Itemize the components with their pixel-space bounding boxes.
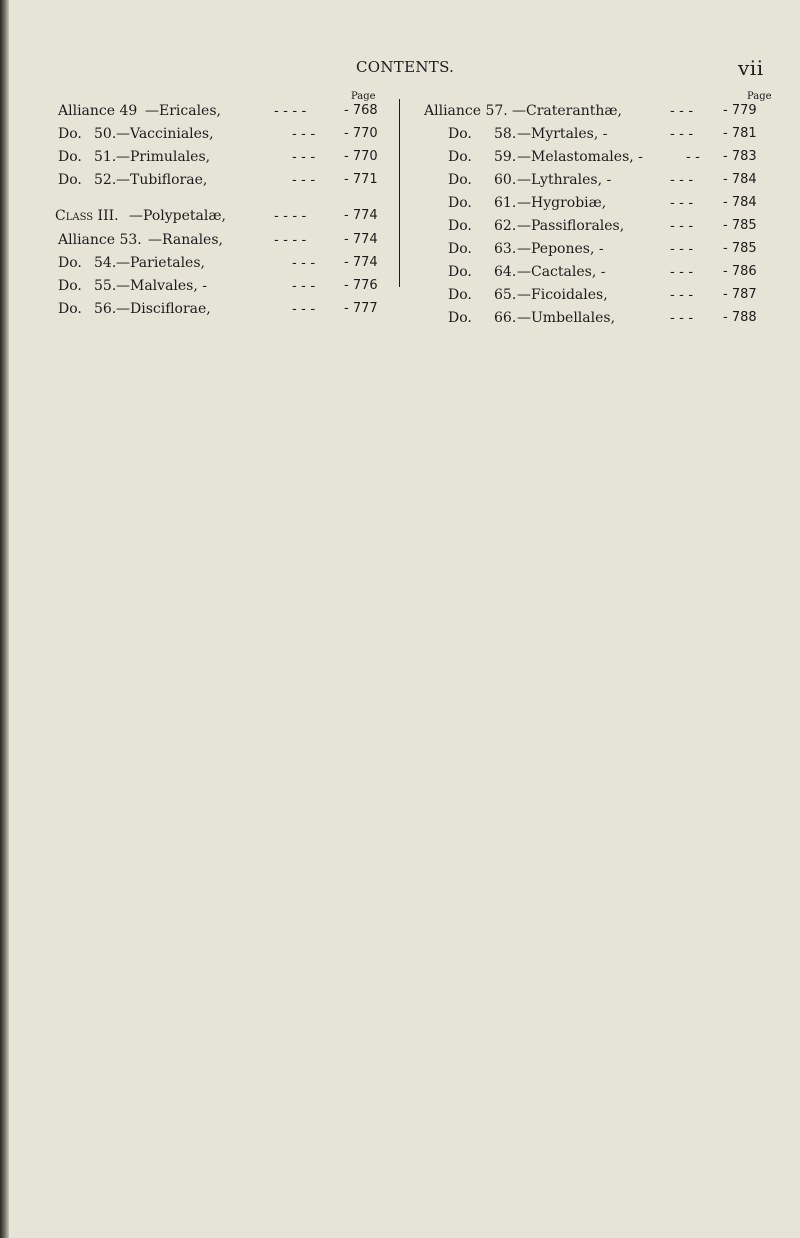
page-column-heading: Page bbox=[351, 91, 376, 102]
contents-entry bbox=[424, 126, 772, 146]
entry-page: - 779 bbox=[723, 103, 757, 118]
entry-label: Do. bbox=[58, 255, 82, 271]
entry-page: - 771 bbox=[344, 172, 378, 187]
entry-label: Do. bbox=[58, 301, 82, 317]
entry-number: 56. bbox=[94, 301, 117, 317]
dot-leader: - - - bbox=[292, 172, 316, 188]
entry-title: —Ficoidales, bbox=[517, 287, 608, 303]
contents-entry bbox=[424, 172, 772, 192]
entry-page: - 784 bbox=[723, 172, 757, 187]
entry-number: 61. bbox=[494, 195, 517, 211]
entry-title: —Malvales, - bbox=[116, 278, 207, 294]
dot-leader: - - - bbox=[292, 149, 316, 165]
entry-page: - 785 bbox=[723, 241, 757, 256]
entry-number: 52. bbox=[94, 172, 117, 188]
entry-page: - 786 bbox=[723, 264, 757, 279]
running-title: CONTENTS. bbox=[356, 58, 455, 76]
dot-leader: - - bbox=[686, 149, 700, 165]
entry-title: —Pepones, - bbox=[517, 241, 604, 257]
entry-title: —Passiflorales, bbox=[517, 218, 625, 234]
entry-label: Do. bbox=[448, 264, 472, 280]
dot-leader: - - - bbox=[670, 195, 694, 211]
contents-entry bbox=[58, 255, 393, 275]
dot-leader: - - - bbox=[670, 218, 694, 234]
entry-title: —Primulales, bbox=[116, 149, 211, 165]
entry-number: 63. bbox=[494, 241, 517, 257]
contents-entry bbox=[424, 195, 772, 215]
entry-title: —Melastomales, - bbox=[517, 149, 643, 165]
dot-leader: - - - bbox=[292, 255, 316, 271]
page-binding-edge bbox=[0, 0, 9, 1238]
dot-leader: - - - bbox=[670, 126, 694, 142]
entry-number: 50. bbox=[94, 126, 117, 142]
contents-entry bbox=[58, 126, 393, 146]
dot-leader: - - - - bbox=[274, 208, 307, 224]
page-header bbox=[0, 56, 800, 80]
contents-entry bbox=[55, 208, 393, 228]
contents-entry bbox=[424, 287, 772, 307]
entry-title: —Ranales, bbox=[148, 232, 223, 248]
contents-entry bbox=[424, 241, 772, 261]
contents-entry bbox=[58, 232, 393, 252]
contents-entry bbox=[424, 264, 772, 284]
page-number: vii bbox=[738, 56, 764, 80]
entry-title: —Tubiflorae, bbox=[116, 172, 208, 188]
entry-label: Do. bbox=[448, 310, 472, 326]
entry-label: Alliance 57. bbox=[424, 103, 508, 119]
entry-label: Alliance 53. bbox=[58, 232, 142, 248]
entry-label: Alliance 49 bbox=[58, 103, 138, 119]
entry-number: 64. bbox=[494, 264, 517, 280]
entry-label: Do. bbox=[448, 172, 472, 188]
dot-leader: - - - bbox=[670, 310, 694, 326]
entry-page: - 774 bbox=[344, 208, 378, 223]
entry-label: Do. bbox=[58, 149, 82, 165]
dot-leader: - - - bbox=[292, 301, 316, 317]
entry-label: Do. bbox=[448, 126, 472, 142]
entry-label: Do. bbox=[448, 241, 472, 257]
entry-page: - 783 bbox=[723, 149, 757, 164]
entry-page: - 788 bbox=[723, 310, 757, 325]
dot-leader: - - - bbox=[292, 126, 316, 142]
dot-leader: - - - - bbox=[274, 103, 307, 119]
entry-number: 66. bbox=[494, 310, 517, 326]
entry-page: - 776 bbox=[344, 278, 378, 293]
entry-number: 59. bbox=[494, 149, 517, 165]
entry-label: Do. bbox=[448, 149, 472, 165]
dot-leader: - - - bbox=[670, 103, 694, 119]
entry-label: Do. bbox=[448, 195, 472, 211]
entry-title: —Hygrobiæ, bbox=[517, 195, 607, 211]
entry-page: - 774 bbox=[344, 255, 378, 270]
contents-entry bbox=[424, 103, 772, 123]
entry-page: - 781 bbox=[723, 126, 757, 141]
entry-page: - 785 bbox=[723, 218, 757, 233]
entry-title: —Vacciniales, bbox=[116, 126, 214, 142]
entry-title: —Ericales, bbox=[145, 103, 221, 119]
entry-number: 54. bbox=[94, 255, 117, 271]
entry-label: Do. bbox=[58, 126, 82, 142]
dot-leader: - - - bbox=[670, 264, 694, 280]
entry-title: —Crateranthæ, bbox=[512, 103, 622, 119]
entry-label: Do. bbox=[58, 278, 82, 294]
entry-title: —Myrtales, - bbox=[517, 126, 608, 142]
contents-entry bbox=[424, 218, 772, 238]
entry-label: Class III. bbox=[55, 208, 119, 224]
dot-leader: - - - bbox=[670, 172, 694, 188]
contents-entry bbox=[424, 149, 772, 169]
contents-entry bbox=[58, 103, 393, 123]
entry-number: 60. bbox=[494, 172, 517, 188]
contents-entry bbox=[424, 310, 772, 330]
entry-title: —Polypetalæ, bbox=[129, 208, 226, 224]
contents-entry bbox=[58, 149, 393, 169]
entry-page: - 787 bbox=[723, 287, 757, 302]
entry-number: 62. bbox=[494, 218, 517, 234]
dot-leader: - - - bbox=[292, 278, 316, 294]
entry-page: - 768 bbox=[344, 103, 378, 118]
dot-leader: - - - bbox=[670, 287, 694, 303]
entry-page: - 774 bbox=[344, 232, 378, 247]
entry-title: —Disciflorae, bbox=[116, 301, 211, 317]
contents-entry bbox=[58, 278, 393, 298]
entry-number: 51. bbox=[94, 149, 117, 165]
entry-label: Do. bbox=[448, 287, 472, 303]
entry-number: 65. bbox=[494, 287, 517, 303]
entry-page: - 784 bbox=[723, 195, 757, 210]
column-divider bbox=[399, 99, 400, 287]
entry-number: 58. bbox=[494, 126, 517, 142]
entry-label: Do. bbox=[448, 218, 472, 234]
dot-leader: - - - bbox=[670, 241, 694, 257]
entry-number: 55. bbox=[94, 278, 117, 294]
entry-label: Do. bbox=[58, 172, 82, 188]
contents-entry bbox=[58, 172, 393, 192]
contents-entry bbox=[58, 301, 393, 321]
entry-page: - 777 bbox=[344, 301, 378, 316]
entry-title: —Umbellales, bbox=[517, 310, 616, 326]
entry-page: - 770 bbox=[344, 149, 378, 164]
entry-title: —Parietales, bbox=[116, 255, 205, 271]
dot-leader: - - - - bbox=[274, 232, 307, 248]
entry-page: - 770 bbox=[344, 126, 378, 141]
entry-title: —Lythrales, - bbox=[517, 172, 612, 188]
page-column-heading: Page bbox=[747, 91, 772, 102]
entry-title: —Cactales, - bbox=[517, 264, 606, 280]
